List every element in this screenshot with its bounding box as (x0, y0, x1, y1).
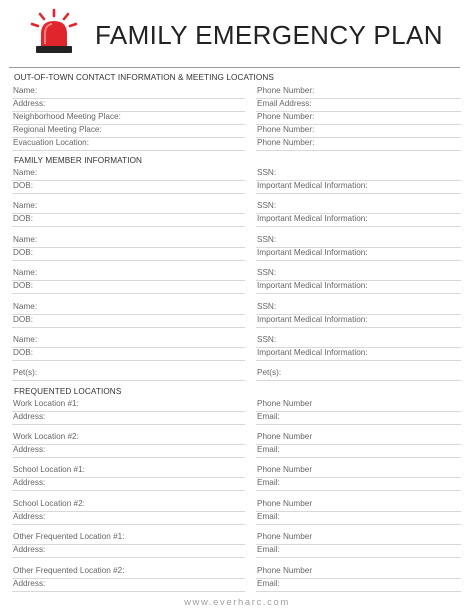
field-label: Name: (13, 335, 38, 344)
field-label: Phone Number (257, 465, 313, 474)
footer-url: www.everharc.com (184, 597, 290, 608)
form-field-left[interactable] (12, 370, 245, 381)
form-field-left[interactable] (12, 170, 245, 181)
form-field-right[interactable] (256, 480, 461, 491)
form-field-left[interactable] (12, 304, 245, 315)
form-field-right[interactable] (256, 170, 461, 181)
siren-icon (29, 8, 79, 58)
form-field-left[interactable] (12, 114, 245, 125)
form-row (12, 401, 461, 414)
field-label: Address: (13, 579, 46, 588)
section-heading-locations: FREQUENTED LOCATIONS (14, 387, 122, 396)
form-field-right[interactable] (256, 514, 461, 525)
form-row (12, 337, 461, 350)
form-row (12, 250, 461, 263)
form-row (12, 547, 461, 560)
form-field-right[interactable] (256, 203, 461, 214)
form-field-left[interactable] (12, 337, 245, 348)
field-label: Address: (13, 478, 46, 487)
form-field-left[interactable] (12, 414, 245, 425)
form-field-left[interactable] (12, 581, 245, 592)
form-field-right[interactable] (256, 317, 461, 328)
form-field-left[interactable] (12, 501, 245, 512)
form-row (12, 350, 461, 363)
field-label: Email: (257, 545, 280, 554)
field-label: SSN: (257, 201, 277, 210)
form-field-right[interactable] (256, 304, 461, 315)
field-label: Phone Number: (257, 86, 315, 95)
field-label: Pet(s): (13, 368, 38, 377)
field-label: Important Medical Information: (257, 181, 368, 190)
form-field-right[interactable] (256, 127, 461, 138)
form-field-left[interactable] (12, 101, 245, 112)
field-label: DOB: (13, 181, 34, 190)
field-label: SSN: (257, 302, 277, 311)
form-field-right[interactable] (256, 88, 461, 99)
field-label: DOB: (13, 348, 34, 357)
header (0, 0, 474, 66)
form-field-left[interactable] (12, 401, 245, 412)
form-row (12, 414, 461, 427)
field-label: Email: (257, 512, 280, 521)
form-row (12, 467, 461, 480)
section-heading-contact: OUT-OF-TOWN CONTACT INFORMATION & MEETING LOCATIONS (14, 73, 274, 82)
form-field-right[interactable] (256, 237, 461, 248)
form-field-left[interactable] (12, 568, 245, 579)
form-field-left[interactable] (12, 480, 245, 491)
form-row (12, 170, 461, 183)
field-label: Name: (13, 268, 38, 277)
form-field-left[interactable] (12, 534, 245, 545)
form-row (12, 581, 461, 594)
field-label: Regional Meeting Place: (13, 125, 102, 134)
form-row (12, 480, 461, 493)
form-field-right[interactable] (256, 140, 461, 151)
field-label: Name: (13, 168, 38, 177)
field-label: DOB: (13, 315, 34, 324)
form-row (12, 447, 461, 460)
field-label: Important Medical Information: (257, 214, 368, 223)
field-label: Email: (257, 445, 280, 454)
field-label: School Location #2: (13, 499, 85, 508)
field-label: Other Frequented Location #2: (13, 566, 125, 575)
field-label: Phone Number (257, 499, 313, 508)
field-label: Phone Number: (257, 138, 315, 147)
form-field-left[interactable] (12, 203, 245, 214)
field-label: Email: (257, 579, 280, 588)
form-row (12, 203, 461, 216)
field-label: Other Frequented Location #1: (13, 532, 125, 541)
form-field-left[interactable] (12, 270, 245, 281)
field-label: Address: (13, 512, 46, 521)
form-row (12, 270, 461, 283)
form-field-right[interactable] (256, 401, 461, 412)
field-label: Address: (13, 445, 46, 454)
field-label: SSN: (257, 168, 277, 177)
form-row (12, 501, 461, 514)
field-label: Email: (257, 412, 280, 421)
field-label: Email: (257, 478, 280, 487)
form-field-right[interactable] (256, 581, 461, 592)
form-field-right[interactable] (256, 283, 461, 294)
form-field-right[interactable] (256, 270, 461, 281)
field-label: Phone Number: (257, 112, 315, 121)
field-label: Neighborhood Meeting Place: (13, 112, 121, 121)
form-field-left[interactable] (12, 447, 245, 458)
form-field-right[interactable] (256, 447, 461, 458)
field-label: Phone Number (257, 399, 313, 408)
form-row (12, 534, 461, 547)
field-label: DOB: (13, 214, 34, 223)
field-label: Name: (13, 201, 38, 210)
field-label: SSN: (257, 235, 277, 244)
field-label: Phone Number (257, 432, 313, 441)
form-row (12, 140, 461, 153)
field-label: Phone Number (257, 566, 313, 575)
form-field-right[interactable] (256, 547, 461, 558)
form-row (12, 216, 461, 229)
field-label: Important Medical Information: (257, 348, 368, 357)
form-row (12, 568, 461, 581)
form-field-left[interactable] (12, 547, 245, 558)
field-label: DOB: (13, 248, 34, 257)
field-label: Email Address: (257, 99, 312, 108)
field-label: Name: (13, 302, 38, 311)
form-field-left[interactable] (12, 127, 245, 138)
field-label: Important Medical Information: (257, 248, 368, 257)
form-field-left[interactable] (12, 140, 245, 151)
form-field-right[interactable] (256, 534, 461, 545)
form-field-right[interactable] (256, 101, 461, 112)
form-row (12, 183, 461, 196)
field-label: Phone Number (257, 532, 313, 541)
field-label: Name: (13, 235, 38, 244)
form-field-left[interactable] (12, 317, 245, 328)
form-field-left[interactable] (12, 250, 245, 261)
form-field-left[interactable] (12, 283, 245, 294)
field-label: SSN: (257, 335, 277, 344)
form-field-right[interactable] (256, 467, 461, 478)
form-field-left[interactable] (12, 88, 245, 99)
form-field-right[interactable] (256, 250, 461, 261)
form-row (12, 434, 461, 447)
form-field-left[interactable] (12, 467, 245, 478)
form-row (12, 237, 461, 250)
form-field-right[interactable] (256, 434, 461, 445)
form-row (12, 304, 461, 317)
form-field-right[interactable] (256, 183, 461, 194)
field-label: Important Medical Information: (257, 281, 368, 290)
field-label: Pet(s): (257, 368, 282, 377)
form-field-left[interactable] (12, 183, 245, 194)
form-field-left[interactable] (12, 350, 245, 361)
form-field-right[interactable] (256, 350, 461, 361)
field-label: Name: (13, 86, 38, 95)
form-field-left[interactable] (12, 237, 245, 248)
form-field-right[interactable] (256, 568, 461, 579)
field-label: Address: (13, 545, 46, 554)
field-label: Important Medical Information: (257, 315, 368, 324)
form-field-right[interactable] (256, 114, 461, 125)
form-row (12, 514, 461, 527)
field-label: Phone Number: (257, 125, 315, 134)
form-field-right[interactable] (256, 216, 461, 227)
form-field-left[interactable] (12, 514, 245, 525)
field-label: School Location #1: (13, 465, 85, 474)
field-label: DOB: (13, 281, 34, 290)
field-label: Address: (13, 99, 46, 108)
form-field-left[interactable] (12, 216, 245, 227)
header-divider (9, 67, 460, 68)
form-row (12, 88, 461, 101)
form-field-right[interactable] (256, 501, 461, 512)
form-field-left[interactable] (12, 434, 245, 445)
field-label: Work Location #1: (13, 399, 79, 408)
field-label: Work Location #2: (13, 432, 79, 441)
section-heading-members: FAMILY MEMBER INFORMATION (14, 156, 143, 165)
form-field-right[interactable] (256, 337, 461, 348)
field-label: SSN: (257, 268, 277, 277)
field-label: Address: (13, 412, 46, 421)
page-title: FAMILY EMERGENCY PLAN (95, 20, 443, 50)
form-field-right[interactable] (256, 414, 461, 425)
form-field-right[interactable] (256, 370, 461, 381)
field-label: Evacuation Location: (13, 138, 90, 147)
form-row (12, 317, 461, 330)
form-row (12, 370, 461, 383)
form-row (12, 283, 461, 296)
